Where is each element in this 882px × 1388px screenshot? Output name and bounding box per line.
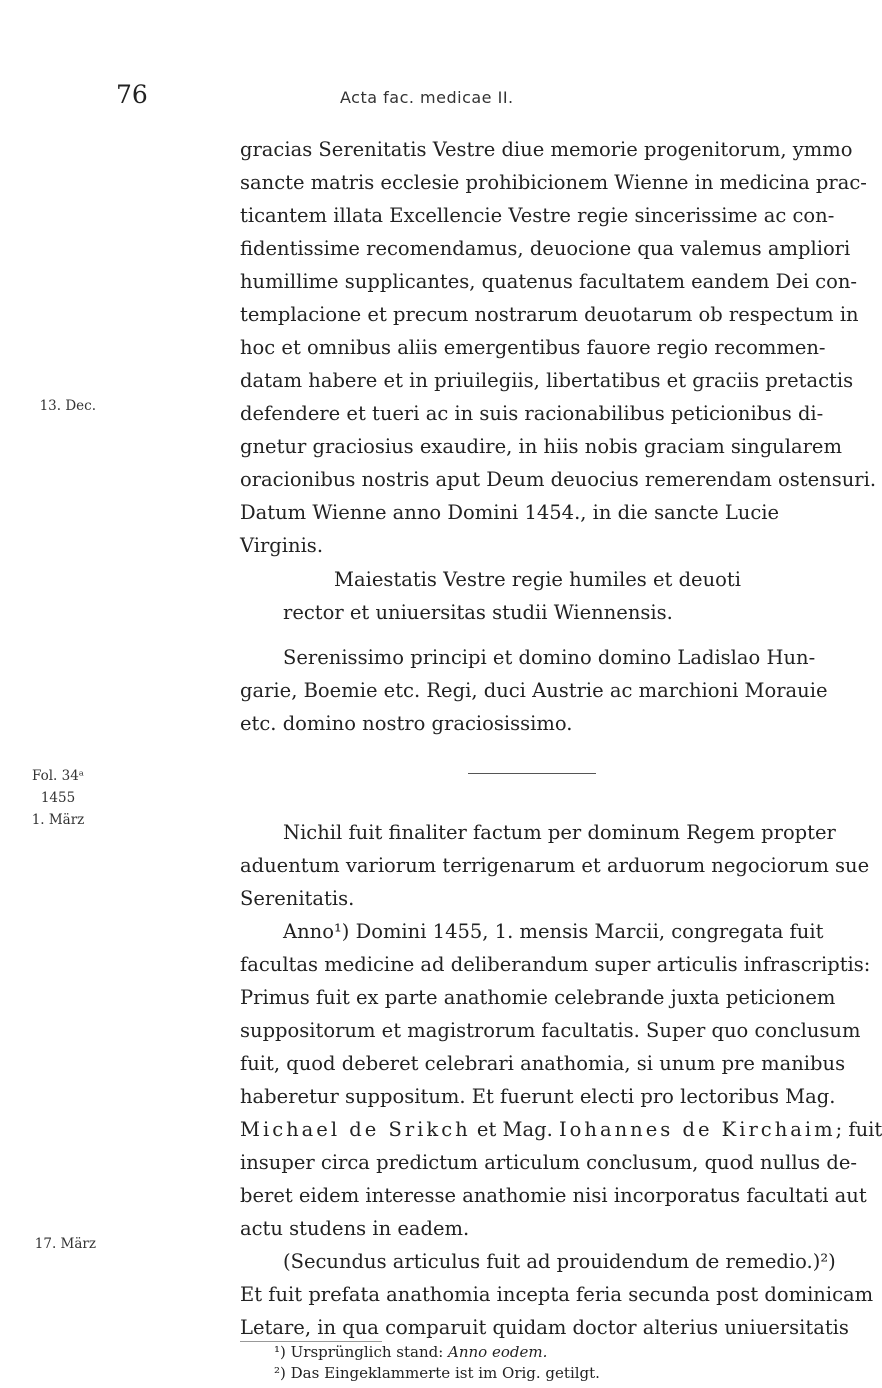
- footnote-marker: ¹): [274, 1343, 286, 1361]
- name-michael: Michael de Srikch: [240, 1118, 471, 1141]
- text-line: ticantem illata Excellencie Vestre regie sincerissime ac con-: [240, 204, 835, 227]
- margin-folio: Fol. 34ᵃ: [31, 768, 85, 784]
- footnote-text: Ursprünglich stand:: [285, 1343, 449, 1361]
- address-line: garie, Boemie etc. Regi, duci Austrie ac marchioni Morauie: [240, 679, 828, 702]
- section-divider: [468, 773, 596, 774]
- text-line: hoc et omnibus aliis emergentibus fauore regio recommen-: [240, 336, 826, 359]
- text-line: beret eidem interesse anathomie nisi incorporatus facultati aut: [240, 1184, 867, 1207]
- margin-year: 1455: [40, 790, 76, 806]
- address-line: Serenissimo principi et domino domino Ladislao Hun-: [283, 646, 816, 669]
- text-line: facultas medicine ad deliberandum super articulis infrascriptis:: [240, 953, 871, 976]
- signature-line: rector et uniuersitas studii Wiennensis.: [283, 601, 673, 624]
- margin-folio-note: [20, 765, 96, 831]
- text-line: fidentissime recomendamus, deuocione qua valemus ampliori: [240, 237, 851, 260]
- margin-date-17-maerz: 17. März: [34, 1236, 96, 1252]
- text-line: humillime supplicantes, quatenus facultatem eandem Dei con-: [240, 270, 857, 293]
- text-line: suppositorum et magistrorum facultatis. Super quo conclusum: [240, 1019, 861, 1042]
- text-line: gnetur graciosius exaudire, in hiis nobis graciam singularem: [240, 435, 842, 458]
- text-line: Primus fuit ex parte anathomie celebrande juxta peticionem: [240, 986, 836, 1009]
- text-line: defendere et tueri ac in suis racionabilibus peticionibus di-: [240, 402, 824, 425]
- text-line: Anno¹) Domini 1455, 1. mensis Marcii, congregata fuit: [283, 920, 824, 943]
- address-line: etc. domino nostro graciosissimo.: [240, 712, 573, 735]
- text-line: gracias Serenitatis Vestre diue memorie progenitorum, ymmo: [240, 138, 853, 161]
- running-title: Acta fac. medicae II.: [340, 88, 514, 107]
- text-line: haberetur suppositum. Et fuerunt electi pro lectoribus Mag.: [240, 1085, 836, 1108]
- text-line: Nichil fuit finaliter factum per dominum Regem propter: [283, 821, 836, 844]
- text-line: Et fuit prefata anathomia incepta feria secunda post dominicam: [240, 1283, 874, 1306]
- margin-date-1-maerz: 1. März: [31, 812, 85, 828]
- text-line: Serenitatis.: [240, 887, 355, 910]
- text-line: Letare, in qua comparuit quidam doctor alterius uniuersitatis: [240, 1316, 849, 1339]
- text-line: datam habere et in priuilegiis, libertatibus et graciis pretactis: [240, 369, 854, 392]
- name-iohannes: Iohannes de Kirchaim: [558, 1118, 836, 1141]
- text-line: oracionibus nostris aput Deum deuocius remerendam ostensuri.: [240, 468, 877, 491]
- text-line: insuper circa predictum articulum conclusum, quod nullus de-: [240, 1151, 858, 1174]
- signature-line: Maiestatis Vestre regie humiles et deuoti: [334, 568, 741, 591]
- footnote-1: [274, 1341, 547, 1363]
- footnote-italic: Anno eodem.: [448, 1343, 548, 1361]
- margin-date-13-dec: 13. Dec.: [39, 398, 96, 414]
- page-number: 76: [116, 80, 148, 109]
- text-line: Virginis.: [240, 534, 324, 557]
- text-line: sancte matris ecclesie prohibicionem Wienne in medicina prac-: [240, 171, 867, 194]
- text-line: actu studens in eadem.: [240, 1217, 470, 1240]
- text-span: et Mag.: [470, 1118, 559, 1141]
- text-line: Datum Wienne anno Domini 1454., in die sancte Lucie: [240, 501, 780, 524]
- text-line: fuit, quod deberet celebrari anathomia, si unum pre manibus: [240, 1052, 846, 1075]
- text-span: ; fuit: [835, 1118, 882, 1141]
- text-line: aduentum variorum terrigenarum et arduorum negociorum sue: [240, 854, 870, 877]
- text-line-names: [240, 1113, 882, 1147]
- footnote-2: ²) Das Eingeklammerte ist im Orig. getilgt.: [274, 1364, 600, 1382]
- text-line: (Secundus articulus fuit ad prouidendum de remedio.)²): [283, 1250, 836, 1273]
- text-line: templacione et precum nostrarum deuotarum ob respectum in: [240, 303, 859, 326]
